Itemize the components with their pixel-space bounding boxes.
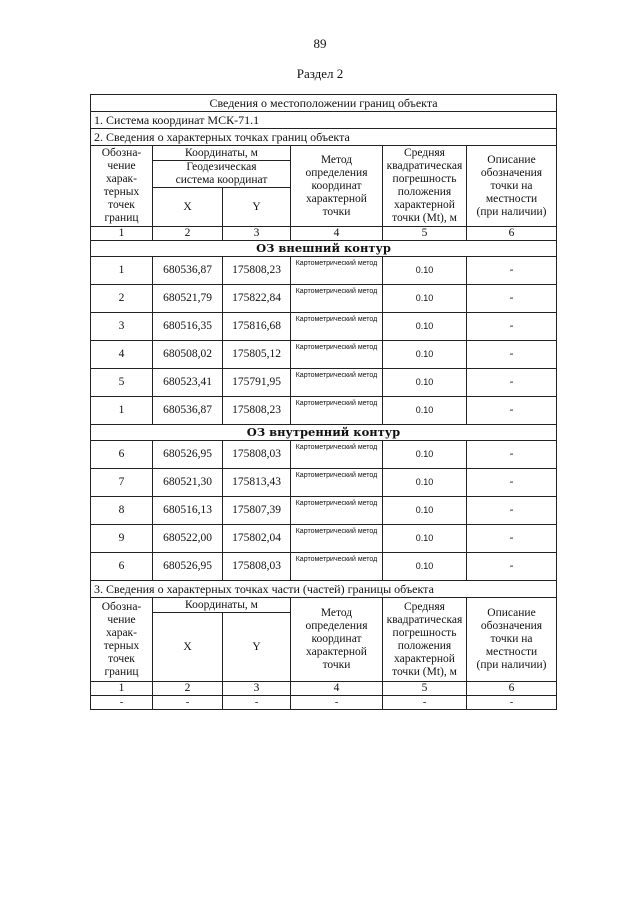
table-cell: 4	[291, 227, 383, 241]
table-cell: -	[223, 696, 291, 710]
point-id-cell: 5	[91, 369, 153, 397]
y-coordinate-cell: 175808,03	[223, 441, 291, 469]
table-cell: 6	[467, 227, 557, 241]
x-coordinate-cell: 680516,13	[153, 497, 223, 525]
x-coordinate-cell: 680536,87	[153, 397, 223, 425]
error-cell: 0.10	[383, 257, 467, 285]
description-cell: -	[467, 369, 557, 397]
table-cell: -	[383, 696, 467, 710]
y-coordinate-cell: 175805,12	[223, 341, 291, 369]
point-id-cell: 1	[91, 257, 153, 285]
page-number: 89	[313, 36, 327, 51]
method-cell: Картометрический метод	[291, 525, 383, 553]
description-cell: -	[467, 257, 557, 285]
description-cell: -	[467, 497, 557, 525]
method-cell: Картометрический метод	[291, 553, 383, 581]
geodetic-system-header: Геодезическая система координат	[153, 161, 291, 188]
description-header: Описание обозначения точки на местности (при наличии)	[467, 146, 557, 227]
x-coordinate-cell: 680521,79	[153, 285, 223, 313]
part-boundary-heading: 3. Сведения о характерных точках части (частей) границы объекта	[91, 581, 557, 598]
y-header: Y	[223, 188, 291, 227]
coordinates-header-2: Координаты, м	[153, 598, 291, 613]
boundary-points-heading: 2. Сведения о характерных точках границ объекта	[91, 129, 557, 146]
y-coordinate-cell: 175816,68	[223, 313, 291, 341]
method-cell: Картометрический метод	[291, 341, 383, 369]
y-coordinate-cell: 175813,43	[223, 469, 291, 497]
description-cell: -	[467, 341, 557, 369]
table-row	[91, 441, 557, 469]
table-row	[91, 257, 557, 285]
x-coordinate-cell: 680523,41	[153, 369, 223, 397]
table-row	[91, 525, 557, 553]
designation-header-2: Обозна- чение харак- терных точек границ	[91, 598, 153, 682]
method-cell: Картометрический метод	[291, 469, 383, 497]
y-coordinate-cell: 175808,03	[223, 553, 291, 581]
x-coordinate-cell: 680508,02	[153, 341, 223, 369]
x-coordinate-cell: 680526,95	[153, 441, 223, 469]
error-header-2: Средняя квадратическая погрешность положения характерной точки (Mt), м	[383, 598, 467, 682]
table-cell: 3	[223, 227, 291, 241]
method-cell: Картометрический метод	[291, 285, 383, 313]
table-row	[91, 497, 557, 525]
point-id-cell: 3	[91, 313, 153, 341]
empty-part-row	[91, 696, 557, 710]
designation-header: Обозна- чение харак- терных точек границ	[91, 146, 153, 227]
point-id-cell: 7	[91, 469, 153, 497]
error-cell: 0.10	[383, 285, 467, 313]
x-coordinate-cell: 680516,35	[153, 313, 223, 341]
x-header-2: X	[153, 613, 223, 682]
method-cell: Картометрический метод	[291, 497, 383, 525]
description-header-2: Описание обозначения точки на местности (при наличии)	[467, 598, 557, 682]
y-coordinate-cell: 175822,84	[223, 285, 291, 313]
method-cell: Картометрический метод	[291, 397, 383, 425]
y-coordinate-cell: 175807,39	[223, 497, 291, 525]
method-header-2: Метод определения координат характерной точки	[291, 598, 383, 682]
coordinate-system-line: 1. Система координат МСК-71.1	[91, 112, 557, 129]
error-cell: 0.10	[383, 369, 467, 397]
table-cell: 2	[153, 227, 223, 241]
x-coordinate-cell: 680521,30	[153, 469, 223, 497]
y-coordinate-cell: 175802,04	[223, 525, 291, 553]
method-header: Метод определения координат характерной точки	[291, 146, 383, 227]
table-row	[91, 397, 557, 425]
table-row	[91, 313, 557, 341]
table-cell: 4	[291, 682, 383, 696]
error-cell: 0.10	[383, 397, 467, 425]
point-id-cell: 6	[91, 553, 153, 581]
point-id-cell: 2	[91, 285, 153, 313]
description-cell: -	[467, 525, 557, 553]
x-coordinate-cell: 680522,00	[153, 525, 223, 553]
description-cell: -	[467, 285, 557, 313]
table-row	[91, 553, 557, 581]
method-cell: Картометрический метод	[291, 441, 383, 469]
table-cell: 3	[223, 682, 291, 696]
table-cell: -	[91, 696, 153, 710]
error-cell: 0.10	[383, 525, 467, 553]
error-header: Средняя квадратическая погрешность положения характерной точки (Mt), м	[383, 146, 467, 227]
table-row	[91, 341, 557, 369]
table-cell: 2	[153, 682, 223, 696]
table-row	[91, 369, 557, 397]
column-numbers-row-2	[91, 682, 557, 696]
inner-contour-title: ОЗ внутренний контур	[91, 425, 557, 441]
method-cell: Картометрический метод	[291, 257, 383, 285]
y-coordinate-cell: 175808,23	[223, 397, 291, 425]
table-row	[91, 285, 557, 313]
outer-contour-title: ОЗ внешний контур	[91, 241, 557, 257]
table-cell: 5	[383, 682, 467, 696]
table-cell: -	[291, 696, 383, 710]
point-id-cell: 8	[91, 497, 153, 525]
section-title: Раздел 2	[296, 66, 344, 81]
x-coordinate-cell: 680526,95	[153, 553, 223, 581]
description-cell: -	[467, 553, 557, 581]
error-cell: 0.10	[383, 497, 467, 525]
error-cell: 0.10	[383, 469, 467, 497]
method-cell: Картометрический метод	[291, 313, 383, 341]
error-cell: 0.10	[383, 441, 467, 469]
table-cell: 1	[91, 227, 153, 241]
table-cell: -	[153, 696, 223, 710]
table-cell: 1	[91, 682, 153, 696]
table-title: Сведения о местоположении границ объекта	[91, 95, 557, 112]
description-cell: -	[467, 469, 557, 497]
table-cell: -	[467, 696, 557, 710]
method-cell: Картометрический метод	[291, 369, 383, 397]
y-coordinate-cell: 175808,23	[223, 257, 291, 285]
point-id-cell: 4	[91, 341, 153, 369]
table-cell: 5	[383, 227, 467, 241]
x-coordinate-cell: 680536,87	[153, 257, 223, 285]
y-header-2: Y	[223, 613, 291, 682]
point-id-cell: 6	[91, 441, 153, 469]
error-cell: 0.10	[383, 341, 467, 369]
coordinates-header: Координаты, м	[153, 146, 291, 161]
point-id-cell: 1	[91, 397, 153, 425]
description-cell: -	[467, 397, 557, 425]
point-id-cell: 9	[91, 525, 153, 553]
error-cell: 0.10	[383, 553, 467, 581]
column-numbers-row	[91, 227, 557, 241]
table-row	[91, 469, 557, 497]
description-cell: -	[467, 441, 557, 469]
error-cell: 0.10	[383, 313, 467, 341]
y-coordinate-cell: 175791,95	[223, 369, 291, 397]
table-cell: 6	[467, 682, 557, 696]
x-header: X	[153, 188, 223, 227]
description-cell: -	[467, 313, 557, 341]
boundary-table	[90, 94, 557, 710]
